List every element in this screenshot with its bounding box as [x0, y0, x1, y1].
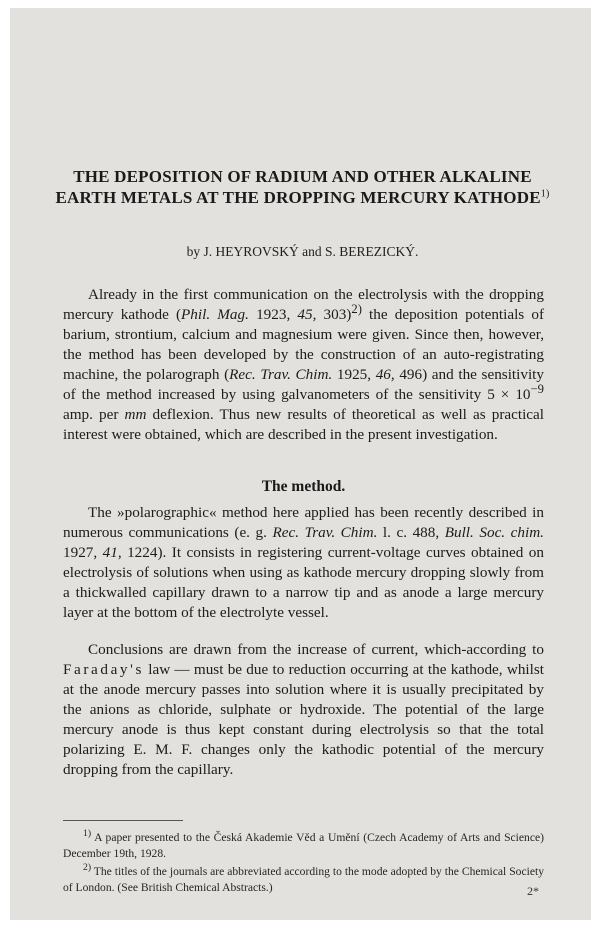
journal-ref: Rec. Trav. Chim. [272, 524, 378, 541]
volume-ref: 45, [297, 306, 317, 323]
footnote-1: $^{1)}$ A paper presented to the Česká Akademie Věd a Umění (Czech Academy of Arts and Science) December 19th, 1928. [63, 828, 544, 860]
volume-ref: 41, [102, 544, 122, 561]
footnote-mark: 2) [351, 301, 362, 316]
volume-ref: 46, [375, 366, 395, 383]
page-number: 2* [527, 884, 539, 898]
paper-title [50, 166, 555, 208]
journal-ref: Rec. Trav. Chim. [229, 366, 333, 383]
journal-ref: Bull. Soc. chim. [444, 524, 544, 541]
method-paragraph-1: The »polarographic« method here applied has been recently described in numerous communications (e. g. Rec. Trav. Chim. l. c. 488, Bull. Soc. chim. 1927, 41, 1224). It consists in registering current-voltage curves obtained on electrolysis of solutions when using as kathode mercury dropping slowly from a thickwalled capillary drawn to a narrow tip and as anode a large mercury layer at the bottom of the electrolyte vessel. [63, 504, 544, 621]
author-line: by J. HEYROVSKÝ and S. BEREZICKÝ. [186, 244, 419, 259]
unit-text: mm [124, 406, 147, 423]
footnote-mark: 1) [83, 828, 92, 840]
method-paragraph-2: Conclusions are drawn from the increase of current, which-according to Faraday's law — must be due to reduction occurring at the kathode, whilst at the anode mercury passes into solution where it is usually precipitated by the anions as chloride, sulphate or hydroxide. The potential of the large mercury anode is thus kept constant during electrolysis so that the total polarizing E. M. F. changes only the kathodic potential of the mercury dropping from the capillary. [63, 641, 544, 778]
exponent: −9 [530, 381, 544, 396]
title-text: THE DEPOSITION OF RADIUM AND OTHER ALKALINE EARTH METALS AT THE DROPPING MERCURY KATHODE [55, 167, 541, 207]
intro-paragraph: Already in the first communication on the electrolysis with the dropping mercury kathode (Phil. Mag. 1923, 45, 303)$^{2)}$ the deposition potentials of barium, strontium, calcium and magnesium were given. Since then, however, the method has been developed by the construction of an auto-registrating machine, the polarograph (Rec. Trav. Chim. 1925, 46, 496) and the sensitivity of the method increased by using galvanometers of the sensitivity $5 \times 10^{-9}$ amp. per mm deflexion. Thus new results of theoretical as well as practical interest were obtained, which are described in the present investigation. [63, 286, 545, 443]
footnote-divider [63, 820, 183, 821]
spaced-name: Faraday's [63, 661, 144, 678]
section-heading-method: The method. [261, 478, 346, 495]
title-footnote-mark: 1) [540, 188, 550, 200]
paper-page [10, 8, 591, 920]
journal-ref: Phil. Mag. [181, 306, 249, 323]
footnote-2: $^{2)}$ The titles of the journals are abbreviated according to the mode adopted by the Chemical Society of London. (See British Chemical Abstracts.) [63, 862, 544, 894]
footnote-mark: 2) [83, 862, 92, 874]
